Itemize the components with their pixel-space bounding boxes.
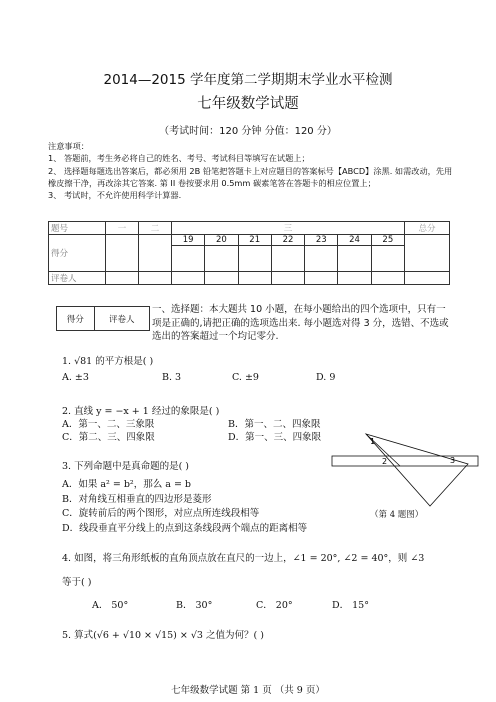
question-1-option-c[interactable]: C. ±9	[232, 372, 259, 383]
question-4-figure	[330, 420, 480, 520]
question-3-stem: 3. 下列命题中是真命题的是( )	[62, 461, 190, 472]
grader-cell[interactable]	[271, 272, 304, 285]
angle-1-label: 1	[370, 437, 376, 446]
question-4-stem-cont: 等于( )	[62, 577, 92, 588]
score-table-subcol: 20	[205, 235, 238, 246]
page-footer: 七年级数学试题 第 1 页 （共 9 页）	[171, 685, 325, 696]
exam-title: 2014—2015 学年度第二学期期末学业水平检测	[103, 72, 393, 88]
question-2-stem: 2. 直线 y = −x + 1 经过的象限是( )	[62, 406, 220, 417]
question-5-stem: 5. 算式(√6 + √10 × √15) × √3 之值为何？( )	[62, 630, 264, 641]
score-cell[interactable]	[139, 235, 172, 272]
note-item-2: 2、 选择题每题选出答案后，都必须用 2B 铅笔把答题卡上对应题目的答案标号【ABCD】涂黑. 如需改动，先用橡皮擦干净，再改涂其它答案. 第 II 卷按要求用 0.5mm 碳素笔答在答题卡的相应位置上；	[48, 165, 453, 188]
grader-cell[interactable]	[172, 272, 205, 285]
figure-caption: （第 4 题图）	[370, 510, 424, 520]
question-1-stem: 1. √81 的平方根是( )	[62, 356, 154, 367]
question-2-option-d[interactable]: D．第一、三、四象限	[228, 432, 322, 443]
score-table-subcol: 25	[371, 235, 404, 246]
score-cell[interactable]	[205, 246, 238, 272]
score-table-subcol: 19	[172, 235, 205, 246]
question-3-option-a[interactable]: A．如果 a² = b²，那么 a = b	[62, 479, 192, 490]
section-score-box	[56, 306, 150, 331]
exam-info: （考试时间：120 分钟 分值：120 分）	[159, 126, 337, 137]
score-cell[interactable]	[371, 246, 404, 272]
score-table-subcol: 24	[338, 235, 371, 246]
score-table-subcol: 21	[238, 235, 271, 246]
question-2-option-a[interactable]: A．第一、二、三象限	[62, 419, 155, 430]
score-cell[interactable]	[238, 246, 271, 272]
question-1-option-b[interactable]: B. 3	[162, 372, 182, 383]
grader-cell[interactable]	[238, 272, 271, 285]
score-table-header-total: 总分	[405, 222, 450, 235]
grade-subtitle: 七年级数学试题	[197, 96, 299, 112]
score-cell[interactable]	[106, 235, 139, 272]
note-item-1: 1、 答题前，考生务必将自己的姓名、考号、考试科目等填写在试题上；	[48, 153, 310, 164]
score-table	[48, 221, 450, 285]
score-cell[interactable]	[305, 246, 338, 272]
score-cell[interactable]	[338, 246, 371, 272]
score-table-header-3: 三	[172, 222, 405, 235]
ruler-shape	[332, 456, 478, 466]
score-table-header-1: 一	[106, 222, 139, 235]
grader-cell[interactable]	[405, 272, 450, 285]
grader-cell[interactable]	[305, 272, 338, 285]
grader-cell[interactable]	[338, 272, 371, 285]
section-instructions: 一、选择题：本大题共 10 小题，在每小题给出的四个选项中，只有一项是正确的,请把正确的选项选出来. 每小题选对得 3 分，选错、不选或选出的答案超过一个均记零分.	[152, 304, 449, 342]
question-1-option-d[interactable]: D. 9	[316, 372, 336, 383]
question-4-option-c[interactable]: C． 20°	[256, 600, 293, 611]
note-item-3: 3、 考试时，不允许使用科学计算器.	[48, 190, 182, 201]
score-table-subcol: 23	[305, 235, 338, 246]
score-cell[interactable]	[172, 246, 205, 272]
question-3-option-c[interactable]: C．旋转前后的两个图形，对应点所连线段相等	[62, 508, 260, 519]
score-table-header-2: 二	[139, 222, 172, 235]
score-table-subcol: 22	[271, 235, 304, 246]
question-3-option-d[interactable]: D．线段垂直平分线上的点到这条线段两个端点的距离相等	[62, 523, 308, 534]
question-2-option-c[interactable]: C．第二、三、四象限	[62, 432, 155, 443]
question-4-option-b[interactable]: B． 30°	[176, 600, 213, 611]
grader-cell[interactable]	[139, 272, 172, 285]
notes-block	[48, 140, 458, 201]
score-cell[interactable]	[271, 246, 304, 272]
question-4-option-a[interactable]: A． 50°	[92, 600, 129, 611]
angle-2-label: 2	[382, 457, 388, 466]
score-table-row-grader: 评卷人	[49, 272, 106, 285]
grader-cell[interactable]	[371, 272, 404, 285]
question-4-option-d[interactable]: D． 15°	[332, 600, 369, 611]
grader-cell[interactable]	[106, 272, 139, 285]
question-1-option-a[interactable]: A. ±3	[62, 372, 89, 383]
question-2-option-b[interactable]: B．第一、二、四象限	[228, 419, 321, 430]
notes-heading: 注意事项：	[48, 141, 89, 151]
question-3-option-b[interactable]: B．对角线互相垂直的四边形是菱形	[62, 494, 212, 505]
angle-3-label: 3	[450, 456, 456, 465]
grader-cell[interactable]	[205, 272, 238, 285]
section-score-label: 得分	[57, 307, 95, 331]
question-4-stem: 4. 如图，将三角形纸板的直角顶点放在直尺的一边上，∠1 = 20°, ∠2 = 40°，则 ∠3	[62, 553, 425, 564]
score-cell[interactable]	[405, 235, 450, 272]
triangle-board-shape	[366, 434, 468, 506]
score-table-header-question: 题号	[49, 222, 106, 235]
section-grader-label: 评卷人	[94, 307, 149, 331]
score-table-row-score: 得分	[49, 235, 106, 272]
